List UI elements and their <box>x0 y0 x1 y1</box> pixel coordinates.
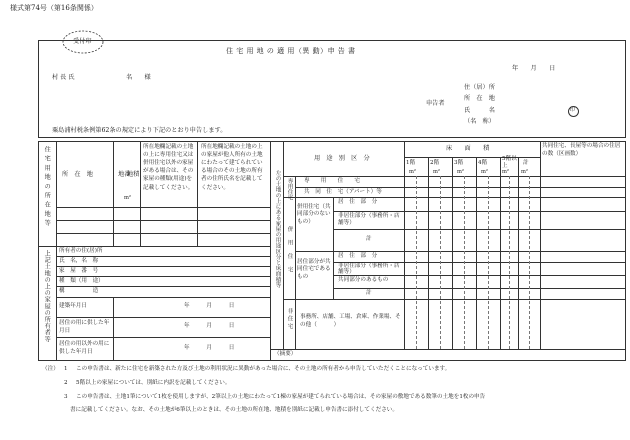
floor-4-label: 4階 <box>478 160 488 166</box>
land-section-label: 住宅用地の所在地等 <box>43 146 51 229</box>
applicant-label: 申告者 <box>426 100 445 107</box>
hei-sub1: 併用住宅（共同部分のないもの） <box>297 204 331 225</box>
intro-text: 粟島浦村税条例第62条の規定により下記のとおり申告します。 <box>52 127 227 134</box>
group-sen-label: 専用住宅 <box>286 178 293 201</box>
hei2-kyodo: 共同部分のあるもの <box>338 277 389 283</box>
floor-5plus-unit: m² <box>502 169 509 175</box>
owner-row-residence-date: 居住の用に供した年月日 <box>59 320 110 335</box>
reception-stamp-label: 受付印 <box>73 38 92 45</box>
note3-text-line1: この申告書は、土地1筆について1枚を使用しますが、2筆以上の土地にわたって1棟の家屋が建てられている場合は、その家屋の敷地である数筆の土地を1枚の申告 <box>76 394 486 400</box>
seal-mark: 印 <box>569 107 575 113</box>
built-date-value: 年 月 日 <box>184 303 235 309</box>
name-label: 氏 名 <box>464 107 495 114</box>
form-title: 住 宅 用 地 の 適 用（異 動）申 告 書 <box>226 47 356 55</box>
residence-date-value: 年 月 日 <box>184 323 235 329</box>
hei-sub2: 居住部分が共同住宅であるもの <box>297 259 331 280</box>
land-chiseki-header: 地積 <box>127 171 140 178</box>
note1-number: 1 <box>64 366 68 372</box>
floor-4-unit: m² <box>481 169 488 175</box>
submission-date: 年 月 日 <box>512 65 556 72</box>
location-label: 所 在 地 <box>464 95 495 102</box>
sen-row1: 専 用 住 宅 <box>304 178 360 184</box>
hei2-hikyoju: 非居住部分（事務所・店舗等） <box>338 263 400 276</box>
complex-count-header: 共同住宅、長屋等の場合の住居の数（区画数） <box>542 143 621 157</box>
owner-row-house-number: 家 屋 番 号 <box>59 268 99 274</box>
note3-text-line2: 書に記載してください。なお、その土地が6筆以上のときは、その土地の所在地、地積を別紙に記載し申告書に添付してください。 <box>70 407 398 413</box>
tekiyo-label: （摘要） <box>274 351 297 357</box>
owner-row-type: 種 類（用 途） <box>59 278 104 284</box>
note2-text: 5階以上の家屋については、別紙に内訳を記載してください。 <box>76 380 231 386</box>
other-date-value: 年 月 日 <box>184 345 235 351</box>
land-chiban-header: 地番 <box>118 171 131 178</box>
hei1-kyoju: 居 住 部 分 <box>338 199 378 205</box>
corp-name-label: （名 称） <box>464 118 495 125</box>
notes-label: （注） <box>42 366 59 372</box>
hei2-kei: 計 <box>366 290 372 296</box>
floor-area-header: 床 面 積 <box>446 145 490 152</box>
floor-2-label: 2階 <box>430 160 440 166</box>
owner-row-structure: 構 造 <box>59 288 99 294</box>
owner-row-other-date: 居住の用以外の用に供した年月日 <box>59 341 110 356</box>
floor-3-unit: m² <box>457 169 464 175</box>
floor-total-label: 計 <box>523 160 529 166</box>
floor-5plus-label: 5階以上 <box>502 156 517 169</box>
land-chiseki-unit: m² <box>124 195 131 201</box>
land-note2: 所在地欄記載の土地の上の家屋が他人所有の土地にわたって建てられている場合のその土地の所有者の住所氏名を記載してください。 <box>201 144 263 191</box>
sen-row2: 共 同 住 宅（アパート）等 <box>304 189 382 195</box>
owner-row-address: 所有者の住(居)所 <box>59 248 103 254</box>
floor-3-label: 3階 <box>454 160 464 166</box>
note3-number: 3 <box>64 394 68 400</box>
form-number: 様式第74号（第16条関係） <box>10 4 98 12</box>
floor-2-unit: m² <box>433 169 440 175</box>
addressee-right: 名 様 <box>126 74 151 81</box>
usage-category-header: 用 途 別 区 分 <box>314 155 370 162</box>
floor-1-unit: m² <box>409 169 416 175</box>
land-location-header: 所 在 地 <box>62 171 93 178</box>
note2-number: 2 <box>64 380 68 386</box>
floor-1-label: 1階 <box>406 160 416 166</box>
owner-row-name: 氏 名，名 称 <box>59 258 99 264</box>
hi-row: 事務所、店舗、工場、倉庫、作業場、その他（ ） <box>300 314 401 328</box>
note1-text: この申告書は、新たに住宅を新築された方及び土地の利用状況に異動があった場合に、その土地の所有者から申告していただくことになっています。 <box>76 366 451 372</box>
address-label: 住（居）所 <box>464 84 495 91</box>
usage-section-label: 左の土地の上にある家屋の用途区分と床面積等 <box>274 170 281 288</box>
group-hei-label: 併用住宅 <box>286 226 293 281</box>
hei1-kei: 計 <box>366 236 372 242</box>
addressee-left: 村 長 氏 <box>52 74 75 81</box>
floor-total-unit: m² <box>521 169 528 175</box>
owner-section-label: 上記土地の上の家屋の所有者等 <box>43 250 51 343</box>
land-note1: 所在地欄記載の土地の上に専用住宅又は併用住宅以外の家屋がある場合は、その家屋の種類(用途)を記載してください。 <box>143 144 194 191</box>
owner-row-built-date: 建築年月日 <box>59 303 87 309</box>
hei2-kyoju: 居 住 部 分 <box>338 253 378 259</box>
group-hi-label: 非住宅 <box>286 308 293 331</box>
hei1-hikyoju: 非居住部分（事務所・店舗等） <box>338 213 400 227</box>
